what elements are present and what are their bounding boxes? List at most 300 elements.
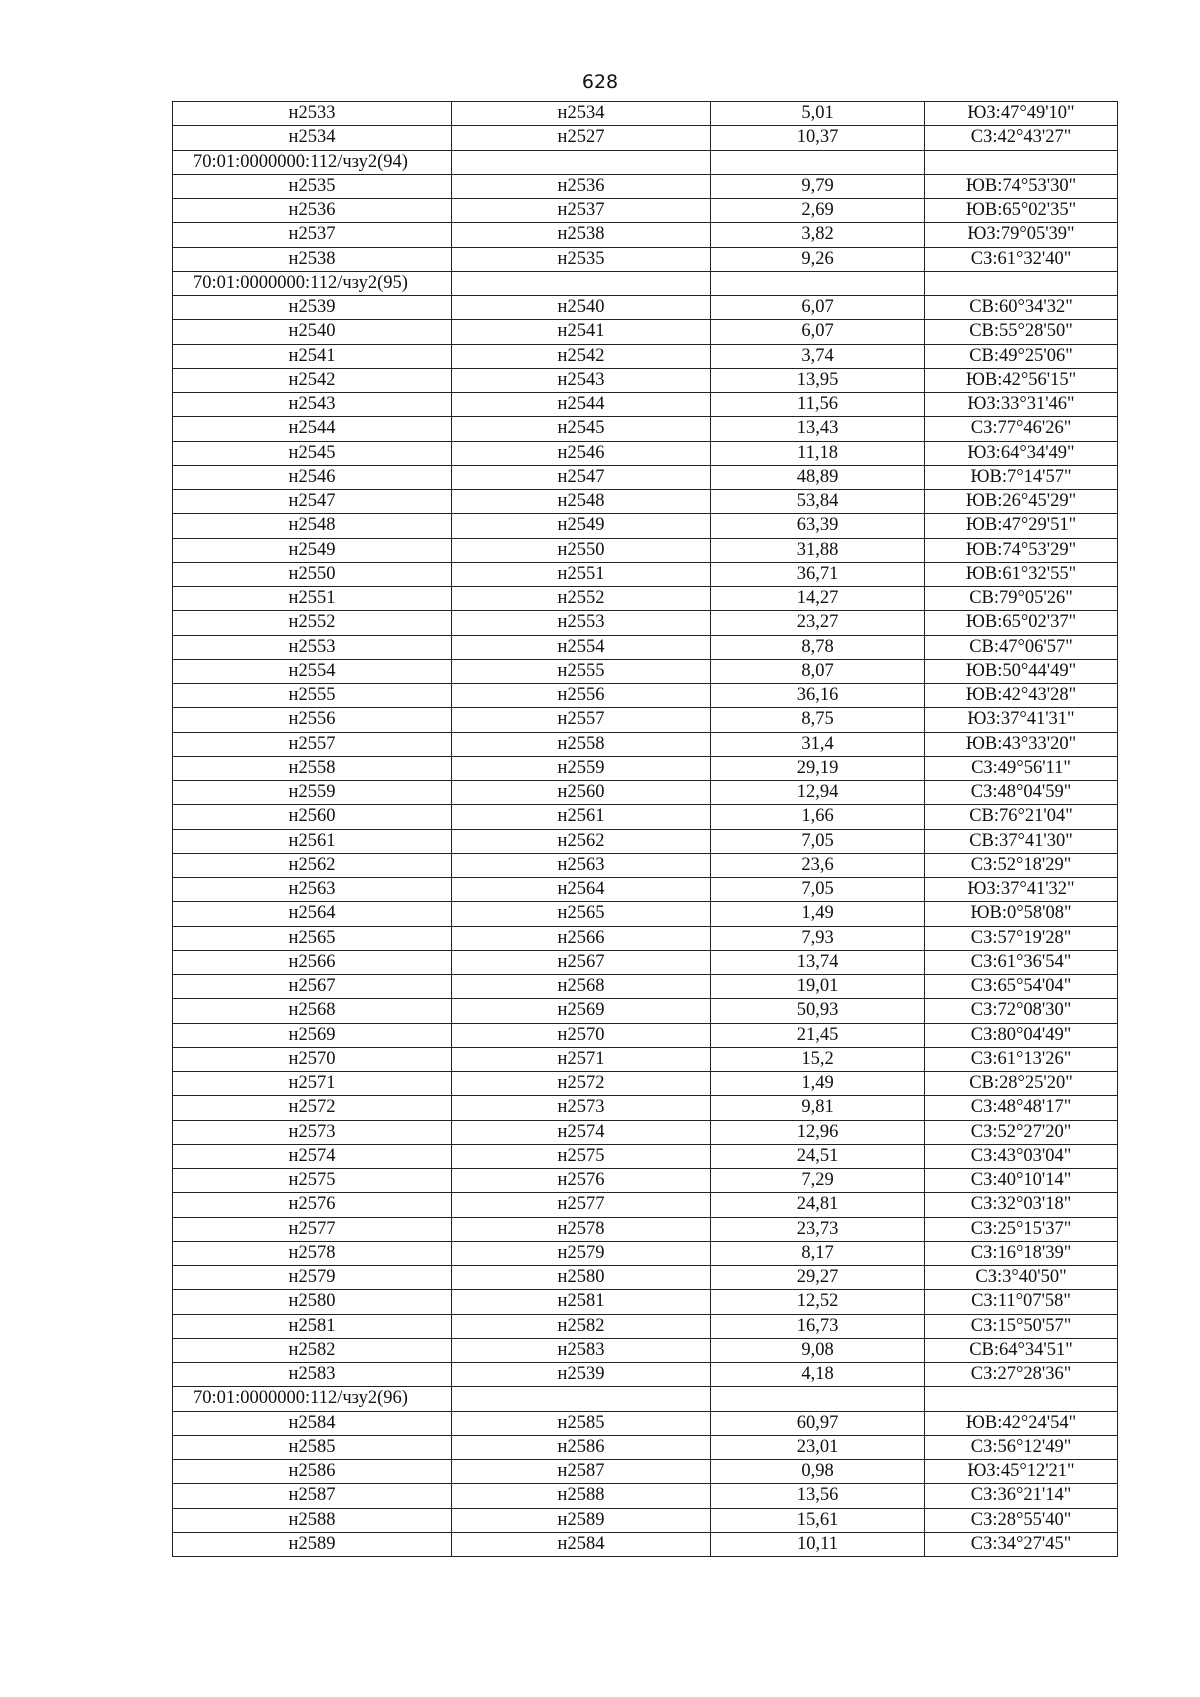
point-from-cell: н2586 — [173, 1460, 452, 1484]
bearing-cell: ЮЗ:45°12'21" — [925, 1460, 1118, 1484]
bearing-cell: ЮВ:7°14'57" — [925, 465, 1118, 489]
point-from-cell: н2564 — [173, 902, 452, 926]
point-to-cell: н2589 — [452, 1508, 711, 1532]
point-to-cell: н2585 — [452, 1411, 711, 1435]
point-to-cell: н2572 — [452, 1072, 711, 1096]
point-to-cell: н2588 — [452, 1484, 711, 1508]
table-row — [173, 538, 1118, 562]
bearing-cell: ЮВ:42°43'28" — [925, 684, 1118, 708]
bearing-cell: ЮВ:47°29'51" — [925, 514, 1118, 538]
point-from-cell: н2574 — [173, 1144, 452, 1168]
point-to-cell: н2567 — [452, 950, 711, 974]
bearing-cell: ЮЗ:37°41'32" — [925, 878, 1118, 902]
bearing-cell: ЮВ:42°56'15" — [925, 368, 1118, 392]
point-from-cell: н2589 — [173, 1532, 452, 1556]
distance-cell: 21,45 — [711, 1023, 925, 1047]
table-row — [173, 999, 1118, 1023]
point-from-cell: н2537 — [173, 223, 452, 247]
point-from-cell: н2559 — [173, 781, 452, 805]
bearing-cell: СВ:47°06'57" — [925, 635, 1118, 659]
point-from-cell: н2562 — [173, 853, 452, 877]
distance-cell: 9,81 — [711, 1096, 925, 1120]
distance-cell: 12,94 — [711, 781, 925, 805]
point-from-cell: н2569 — [173, 1023, 452, 1047]
distance-cell: 10,11 — [711, 1532, 925, 1556]
table-row — [173, 441, 1118, 465]
point-from-cell: н2552 — [173, 611, 452, 635]
bearing-cell: ЮВ:43°33'20" — [925, 732, 1118, 756]
point-from-cell: н2545 — [173, 441, 452, 465]
bearing-cell: СЗ:61°13'26" — [925, 1047, 1118, 1071]
table-row — [173, 562, 1118, 586]
point-to-cell: н2554 — [452, 635, 711, 659]
bearing-cell: СЗ:27°28'36" — [925, 1363, 1118, 1387]
point-from-cell: н2570 — [173, 1047, 452, 1071]
bearing-cell: СЗ:36°21'14" — [925, 1484, 1118, 1508]
distance-cell: 12,96 — [711, 1120, 925, 1144]
distance-cell: 24,51 — [711, 1144, 925, 1168]
point-from-cell: н2579 — [173, 1266, 452, 1290]
table-row — [173, 1314, 1118, 1338]
table-row — [173, 878, 1118, 902]
point-to-cell: н2555 — [452, 659, 711, 683]
bearing-cell: СЗ:52°18'29" — [925, 853, 1118, 877]
table-row — [173, 296, 1118, 320]
point-from-cell: н2558 — [173, 756, 452, 780]
bearing-cell: ЮЗ:64°34'49" — [925, 441, 1118, 465]
distance-cell: 48,89 — [711, 465, 925, 489]
bearing-cell: СЗ:77°46'26" — [925, 417, 1118, 441]
point-to-cell: н2553 — [452, 611, 711, 635]
table-row — [173, 1217, 1118, 1241]
table-row — [173, 902, 1118, 926]
table-row — [173, 344, 1118, 368]
distance-cell: 16,73 — [711, 1314, 925, 1338]
distance-cell: 9,08 — [711, 1338, 925, 1362]
point-to-cell: н2548 — [452, 490, 711, 514]
bearing-cell: СЗ:56°12'49" — [925, 1435, 1118, 1459]
distance-cell: 13,43 — [711, 417, 925, 441]
distance-cell: 8,78 — [711, 635, 925, 659]
point-from-cell: н2565 — [173, 926, 452, 950]
table-row — [173, 1144, 1118, 1168]
page-number: 628 — [581, 71, 619, 93]
point-from-cell: н2584 — [173, 1411, 452, 1435]
bearing-cell: СЗ:48°04'59" — [925, 781, 1118, 805]
table-row — [173, 199, 1118, 223]
table-row — [173, 1120, 1118, 1144]
point-from-cell: н2540 — [173, 320, 452, 344]
bearing-cell: СЗ:40°10'14" — [925, 1169, 1118, 1193]
distance-cell: 23,27 — [711, 611, 925, 635]
point-to-cell: н2570 — [452, 1023, 711, 1047]
empty-cell — [452, 1387, 711, 1411]
bearing-cell: СЗ:72°08'30" — [925, 999, 1118, 1023]
distance-cell: 11,18 — [711, 441, 925, 465]
point-from-cell: н2542 — [173, 368, 452, 392]
point-to-cell: н2584 — [452, 1532, 711, 1556]
table-row — [173, 1096, 1118, 1120]
distance-cell: 7,05 — [711, 878, 925, 902]
point-to-cell: н2545 — [452, 417, 711, 441]
point-to-cell: н2562 — [452, 829, 711, 853]
point-to-cell: н2561 — [452, 805, 711, 829]
table-row — [173, 1072, 1118, 1096]
distance-cell: 50,93 — [711, 999, 925, 1023]
distance-cell: 9,79 — [711, 174, 925, 198]
bearing-cell: СЗ:48°48'17" — [925, 1096, 1118, 1120]
point-from-cell: н2538 — [173, 247, 452, 271]
distance-cell: 29,19 — [711, 756, 925, 780]
table-row — [173, 490, 1118, 514]
distance-cell: 53,84 — [711, 490, 925, 514]
point-from-cell: н2581 — [173, 1314, 452, 1338]
point-to-cell: н2544 — [452, 393, 711, 417]
distance-cell: 29,27 — [711, 1266, 925, 1290]
bearing-cell: СЗ:42°43'27" — [925, 126, 1118, 150]
distance-cell: 63,39 — [711, 514, 925, 538]
point-from-cell: н2539 — [173, 296, 452, 320]
empty-cell — [925, 271, 1118, 295]
table-row — [173, 223, 1118, 247]
point-from-cell: н2555 — [173, 684, 452, 708]
distance-cell: 31,4 — [711, 732, 925, 756]
point-from-cell: н2553 — [173, 635, 452, 659]
bearing-cell: ЮЗ:47°49'10" — [925, 102, 1118, 126]
bearing-cell: ЮЗ:33°31'46" — [925, 393, 1118, 417]
point-from-cell: н2560 — [173, 805, 452, 829]
bearing-cell: ЮВ:65°02'35" — [925, 199, 1118, 223]
point-from-cell: н2587 — [173, 1484, 452, 1508]
bearing-cell: ЮЗ:79°05'39" — [925, 223, 1118, 247]
point-to-cell: н2564 — [452, 878, 711, 902]
point-to-cell: н2550 — [452, 538, 711, 562]
point-to-cell: н2557 — [452, 708, 711, 732]
empty-cell — [452, 271, 711, 295]
point-to-cell: н2581 — [452, 1290, 711, 1314]
point-from-cell: н2561 — [173, 829, 452, 853]
point-to-cell: н2579 — [452, 1241, 711, 1265]
point-to-cell: н2566 — [452, 926, 711, 950]
bearing-cell: СЗ:34°27'45" — [925, 1532, 1118, 1556]
distance-cell: 7,29 — [711, 1169, 925, 1193]
empty-cell — [711, 150, 925, 174]
distance-cell: 36,16 — [711, 684, 925, 708]
table-row — [173, 1241, 1118, 1265]
point-from-cell: н2567 — [173, 975, 452, 999]
bearing-cell: СЗ:16°18'39" — [925, 1241, 1118, 1265]
bearing-cell: СЗ:80°04'49" — [925, 1023, 1118, 1047]
distance-cell: 15,2 — [711, 1047, 925, 1071]
distance-cell: 31,88 — [711, 538, 925, 562]
section-row — [173, 150, 1118, 174]
table-row — [173, 514, 1118, 538]
table-row — [173, 1532, 1118, 1556]
table-row — [173, 1484, 1118, 1508]
point-to-cell: н2560 — [452, 781, 711, 805]
distance-cell: 23,01 — [711, 1435, 925, 1459]
empty-cell — [711, 1387, 925, 1411]
point-from-cell: н2543 — [173, 393, 452, 417]
empty-cell — [925, 150, 1118, 174]
table-row — [173, 368, 1118, 392]
bearing-cell: ЮВ:0°58'08" — [925, 902, 1118, 926]
distance-cell: 10,37 — [711, 126, 925, 150]
bearing-cell: СВ:49°25'06" — [925, 344, 1118, 368]
distance-cell: 14,27 — [711, 587, 925, 611]
distance-cell: 23,73 — [711, 1217, 925, 1241]
table-row — [173, 732, 1118, 756]
bearing-cell: ЮВ:42°24'54" — [925, 1411, 1118, 1435]
point-to-cell: н2565 — [452, 902, 711, 926]
bearing-cell: СВ:76°21'04" — [925, 805, 1118, 829]
point-to-cell: н2549 — [452, 514, 711, 538]
table-row — [173, 1508, 1118, 1532]
table-row — [173, 1460, 1118, 1484]
table-row — [173, 393, 1118, 417]
table-row — [173, 1047, 1118, 1071]
bearing-cell: СЗ:52°27'20" — [925, 1120, 1118, 1144]
distance-cell: 3,74 — [711, 344, 925, 368]
point-to-cell: н2547 — [452, 465, 711, 489]
bearing-cell: ЮВ:50°44'49" — [925, 659, 1118, 683]
bearing-cell: СЗ:32°03'18" — [925, 1193, 1118, 1217]
section-row — [173, 1387, 1118, 1411]
point-from-cell: н2572 — [173, 1096, 452, 1120]
point-from-cell: н2551 — [173, 587, 452, 611]
point-from-cell: н2588 — [173, 1508, 452, 1532]
point-to-cell: н2538 — [452, 223, 711, 247]
point-from-cell: н2571 — [173, 1072, 452, 1096]
section-label: 70:01:0000000:112/чзу2(94) — [173, 150, 452, 174]
point-from-cell: н2548 — [173, 514, 452, 538]
distance-cell: 13,95 — [711, 368, 925, 392]
distance-cell: 1,49 — [711, 1072, 925, 1096]
point-to-cell: н2569 — [452, 999, 711, 1023]
table-row — [173, 635, 1118, 659]
distance-cell: 2,69 — [711, 199, 925, 223]
distance-cell: 11,56 — [711, 393, 925, 417]
table-row — [173, 926, 1118, 950]
distance-cell: 13,74 — [711, 950, 925, 974]
table-row — [173, 853, 1118, 877]
bearing-cell: СЗ:49°56'11" — [925, 756, 1118, 780]
point-from-cell: н2573 — [173, 1120, 452, 1144]
point-from-cell: н2583 — [173, 1363, 452, 1387]
bearing-cell: ЮЗ:37°41'31" — [925, 708, 1118, 732]
bearing-cell: СЗ:11°07'58" — [925, 1290, 1118, 1314]
table-row — [173, 1266, 1118, 1290]
bearing-cell: ЮВ:65°02'37" — [925, 611, 1118, 635]
table-row — [173, 247, 1118, 271]
table-row — [173, 1193, 1118, 1217]
point-to-cell: н2573 — [452, 1096, 711, 1120]
empty-cell — [711, 271, 925, 295]
bearing-cell: ЮВ:74°53'30" — [925, 174, 1118, 198]
section-label: 70:01:0000000:112/чзу2(96) — [173, 1387, 452, 1411]
point-to-cell: н2535 — [452, 247, 711, 271]
point-to-cell: н2580 — [452, 1266, 711, 1290]
table-row — [173, 465, 1118, 489]
point-to-cell: н2587 — [452, 1460, 711, 1484]
distance-cell: 8,17 — [711, 1241, 925, 1265]
section-row — [173, 271, 1118, 295]
table-row — [173, 320, 1118, 344]
point-to-cell: н2541 — [452, 320, 711, 344]
point-to-cell: н2534 — [452, 102, 711, 126]
point-to-cell: н2586 — [452, 1435, 711, 1459]
table-row — [173, 684, 1118, 708]
boundary-table — [172, 101, 1118, 1557]
point-to-cell: н2559 — [452, 756, 711, 780]
table-row — [173, 174, 1118, 198]
point-from-cell: н2568 — [173, 999, 452, 1023]
table-row — [173, 611, 1118, 635]
table-row — [173, 1290, 1118, 1314]
point-from-cell: н2557 — [173, 732, 452, 756]
empty-cell — [452, 150, 711, 174]
point-to-cell: н2575 — [452, 1144, 711, 1168]
bearing-cell: СЗ:57°19'28" — [925, 926, 1118, 950]
bearing-cell: ЮВ:26°45'29" — [925, 490, 1118, 514]
distance-cell: 15,61 — [711, 1508, 925, 1532]
table-row — [173, 1411, 1118, 1435]
bearing-cell: СВ:64°34'51" — [925, 1338, 1118, 1362]
distance-cell: 12,52 — [711, 1290, 925, 1314]
point-to-cell: н2543 — [452, 368, 711, 392]
table-row — [173, 659, 1118, 683]
distance-cell: 4,18 — [711, 1363, 925, 1387]
point-from-cell: н2533 — [173, 102, 452, 126]
point-from-cell: н2544 — [173, 417, 452, 441]
point-from-cell: н2541 — [173, 344, 452, 368]
point-to-cell: н2556 — [452, 684, 711, 708]
table-body — [173, 102, 1118, 1557]
point-to-cell: н2563 — [452, 853, 711, 877]
distance-cell: 5,01 — [711, 102, 925, 126]
bearing-cell: ЮВ:61°32'55" — [925, 562, 1118, 586]
bearing-cell: СВ:55°28'50" — [925, 320, 1118, 344]
point-from-cell: н2580 — [173, 1290, 452, 1314]
point-from-cell: н2576 — [173, 1193, 452, 1217]
bearing-cell: СВ:37°41'30" — [925, 829, 1118, 853]
point-to-cell: н2551 — [452, 562, 711, 586]
table-row — [173, 975, 1118, 999]
point-to-cell: н2540 — [452, 296, 711, 320]
bearing-cell: СЗ:25°15'37" — [925, 1217, 1118, 1241]
distance-cell: 6,07 — [711, 296, 925, 320]
table-row — [173, 1435, 1118, 1459]
point-from-cell: н2563 — [173, 878, 452, 902]
distance-cell: 19,01 — [711, 975, 925, 999]
section-label: 70:01:0000000:112/чзу2(95) — [173, 271, 452, 295]
point-from-cell: н2534 — [173, 126, 452, 150]
table-row — [173, 805, 1118, 829]
point-to-cell: н2537 — [452, 199, 711, 223]
distance-cell: 13,56 — [711, 1484, 925, 1508]
bearing-cell: СЗ:65°54'04" — [925, 975, 1118, 999]
table-row — [173, 1169, 1118, 1193]
point-from-cell: н2585 — [173, 1435, 452, 1459]
point-to-cell: н2582 — [452, 1314, 711, 1338]
table-row — [173, 126, 1118, 150]
point-from-cell: н2575 — [173, 1169, 452, 1193]
distance-cell: 36,71 — [711, 562, 925, 586]
distance-cell: 24,81 — [711, 1193, 925, 1217]
point-to-cell: н2583 — [452, 1338, 711, 1362]
bearing-cell: СВ:28°25'20" — [925, 1072, 1118, 1096]
distance-cell: 0,98 — [711, 1460, 925, 1484]
point-to-cell: н2576 — [452, 1169, 711, 1193]
bearing-cell: СВ:60°34'32" — [925, 296, 1118, 320]
distance-cell: 8,75 — [711, 708, 925, 732]
table-row — [173, 587, 1118, 611]
bearing-cell: СЗ:61°32'40" — [925, 247, 1118, 271]
point-to-cell: н2536 — [452, 174, 711, 198]
point-to-cell: н2546 — [452, 441, 711, 465]
point-from-cell: н2549 — [173, 538, 452, 562]
bearing-cell: СЗ:61°36'54" — [925, 950, 1118, 974]
distance-cell: 9,26 — [711, 247, 925, 271]
point-to-cell: н2574 — [452, 1120, 711, 1144]
point-to-cell: н2568 — [452, 975, 711, 999]
table-row — [173, 756, 1118, 780]
point-from-cell: н2554 — [173, 659, 452, 683]
point-from-cell: н2547 — [173, 490, 452, 514]
point-to-cell: н2539 — [452, 1363, 711, 1387]
bearing-cell: ЮВ:74°53'29" — [925, 538, 1118, 562]
table-row — [173, 1363, 1118, 1387]
distance-cell: 60,97 — [711, 1411, 925, 1435]
bearing-cell: СВ:79°05'26" — [925, 587, 1118, 611]
distance-cell: 23,6 — [711, 853, 925, 877]
point-from-cell: н2577 — [173, 1217, 452, 1241]
distance-cell: 1,66 — [711, 805, 925, 829]
bearing-cell: СЗ:3°40'50" — [925, 1266, 1118, 1290]
point-from-cell: н2536 — [173, 199, 452, 223]
point-from-cell: н2566 — [173, 950, 452, 974]
point-from-cell: н2578 — [173, 1241, 452, 1265]
point-to-cell: н2527 — [452, 126, 711, 150]
distance-cell: 6,07 — [711, 320, 925, 344]
distance-cell: 8,07 — [711, 659, 925, 683]
point-to-cell: н2571 — [452, 1047, 711, 1071]
distance-cell: 7,93 — [711, 926, 925, 950]
point-from-cell: н2546 — [173, 465, 452, 489]
point-to-cell: н2558 — [452, 732, 711, 756]
distance-cell: 7,05 — [711, 829, 925, 853]
bearing-cell: СЗ:28°55'40" — [925, 1508, 1118, 1532]
point-to-cell: н2552 — [452, 587, 711, 611]
table-row — [173, 829, 1118, 853]
table-row — [173, 102, 1118, 126]
point-from-cell: н2535 — [173, 174, 452, 198]
point-from-cell: н2550 — [173, 562, 452, 586]
point-from-cell: н2582 — [173, 1338, 452, 1362]
table-row — [173, 1023, 1118, 1047]
table-row — [173, 1338, 1118, 1362]
point-from-cell: н2556 — [173, 708, 452, 732]
table-row — [173, 950, 1118, 974]
point-to-cell: н2542 — [452, 344, 711, 368]
table-row — [173, 781, 1118, 805]
empty-cell — [925, 1387, 1118, 1411]
point-to-cell: н2578 — [452, 1217, 711, 1241]
distance-cell: 1,49 — [711, 902, 925, 926]
point-to-cell: н2577 — [452, 1193, 711, 1217]
distance-cell: 3,82 — [711, 223, 925, 247]
table-row — [173, 708, 1118, 732]
